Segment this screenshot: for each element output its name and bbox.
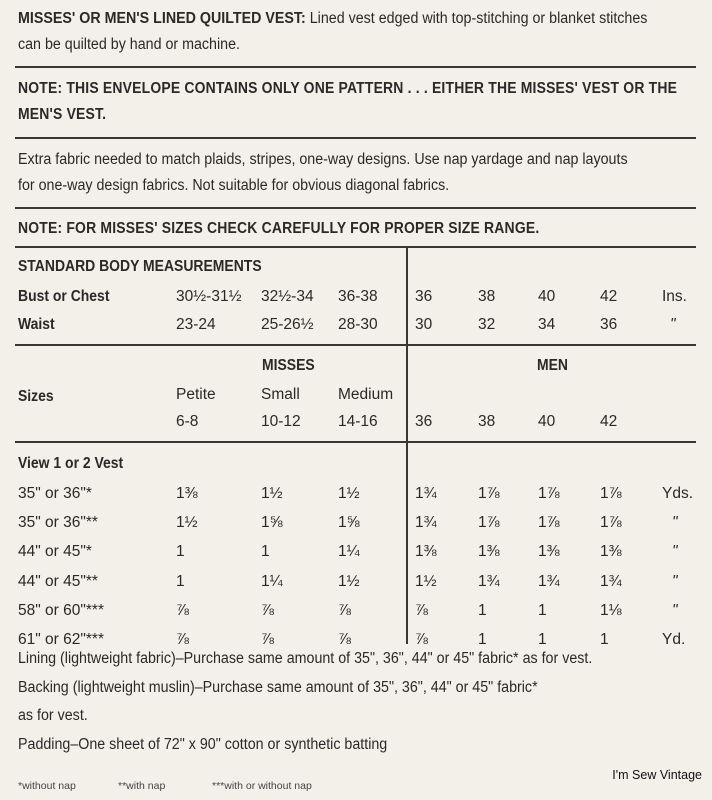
backing-note-line2: as for vest. (18, 707, 88, 724)
backing-note-line1: Backing (lightweight muslin)–Purchase same amount of 35", 36", 44" or 45" fabric* (18, 679, 538, 696)
misses-heading: MISSES (262, 357, 315, 374)
men-size: 36 (415, 413, 433, 430)
note2: NOTE: FOR MISSES' SIZES CHECK CAREFULLY FOR PROPER SIZE RANGE. (18, 220, 540, 237)
waist-unit: " (670, 316, 676, 333)
yardage-row-label: 35" or 36"* (18, 485, 92, 502)
yardage-value: 1 (176, 573, 185, 590)
waist-value: 34 (538, 316, 556, 333)
yardage-value: 1½ (261, 485, 283, 502)
yardage-value: 1⅞ (600, 514, 622, 531)
misses-size-name: Small (261, 386, 300, 403)
rule-6 (15, 441, 696, 443)
yardage-value: 1¾ (415, 514, 437, 531)
yardage-unit: " (672, 514, 678, 531)
yardage-value: 1 (176, 543, 185, 560)
footnote-without-nap: *without nap (18, 780, 76, 792)
misses-size-name: Medium (338, 386, 394, 403)
fabric-line1: Extra fabric needed to match plaids, stripes, one-way designs. Use nap yardage and nap layouts (18, 151, 628, 168)
rule-1 (15, 66, 696, 68)
yardage-value: ⅞ (415, 602, 428, 619)
yardage-value: ⅞ (261, 631, 274, 648)
yardage-row-label: 35" or 36"** (18, 514, 98, 531)
bust-value: 36-38 (338, 288, 378, 305)
yardage-value: 1 (538, 602, 547, 619)
yardage-value: 1⅜ (415, 543, 437, 560)
credit-watermark: I'm Sew Vintage (612, 768, 702, 782)
misses-size-range: 10-12 (261, 413, 301, 430)
yardage-value: 1⅛ (600, 602, 622, 619)
yardage-value: 1⅞ (538, 514, 560, 531)
waist-value: 30 (415, 316, 433, 333)
title-rest: Lined vest edged with top-stitching or blanket stitches (305, 10, 648, 27)
yardage-value: 1½ (338, 485, 360, 502)
yardage-value: 1¼ (261, 573, 283, 590)
misses-size-name: Petite (176, 386, 216, 403)
bust-value: 30½-31½ (176, 288, 242, 305)
bust-value: 32½-34 (261, 288, 314, 305)
yardage-value: 1½ (338, 573, 360, 590)
yardage-heading: View 1 or 2 Vest (18, 455, 124, 472)
yardage-value: 1¾ (415, 485, 437, 502)
yardage-value: 1⅞ (538, 485, 560, 502)
title-block (18, 6, 694, 58)
men-size: 42 (600, 413, 618, 430)
bust-value: 40 (538, 288, 556, 305)
waist-value: 32 (478, 316, 496, 333)
yardage-row-label: 58" or 60"*** (18, 602, 104, 619)
yardage-unit: " (672, 543, 678, 560)
yardage-value: 1¼ (338, 543, 360, 560)
waist-label: Waist (18, 316, 55, 333)
yardage-value: 1⅞ (600, 485, 622, 502)
men-size: 38 (478, 413, 496, 430)
measurements-heading: STANDARD BODY MEASUREMENTS (18, 258, 262, 275)
yardage-value: ⅞ (176, 602, 189, 619)
column-divider (406, 247, 408, 644)
misses-size-range: 14-16 (338, 413, 378, 430)
yardage-value: 1¾ (538, 573, 560, 590)
waist-value: 23-24 (176, 316, 216, 333)
yardage-value: 1 (478, 602, 487, 619)
yardage-value: ⅞ (415, 631, 428, 648)
yardage-unit: Yd. (662, 631, 686, 648)
note2-block (18, 216, 694, 242)
yardage-value: ⅞ (261, 602, 274, 619)
yardage-value: 1½ (176, 514, 198, 531)
sizes-label: Sizes (18, 388, 54, 405)
bust-value: 38 (478, 288, 496, 305)
yardage-unit: " (672, 573, 678, 590)
bust-value: 42 (600, 288, 618, 305)
rule-3 (15, 207, 696, 209)
waist-value: 28-30 (338, 316, 378, 333)
yardage-value: 1 (261, 543, 270, 560)
padding-note: Padding–One sheet of 72" x 90" cotton or synthetic batting (18, 736, 388, 753)
yardage-value: ⅞ (176, 631, 189, 648)
yardage-value: 1½ (415, 573, 437, 590)
yardage-value: 1 (478, 631, 487, 648)
yardage-value: ⅞ (338, 602, 351, 619)
bust-value: 36 (415, 288, 433, 305)
note1-line2: MEN'S VEST. (18, 106, 107, 123)
yardage-value: 1 (600, 631, 609, 648)
fabric-note-block (18, 147, 694, 199)
yardage-value: 1¾ (600, 573, 622, 590)
yardage-value: ⅞ (338, 631, 351, 648)
footnote-with-nap: **with nap (118, 780, 166, 792)
note1-line1: NOTE: THIS ENVELOPE CONTAINS ONLY ONE PATTERN . . . EITHER THE MISSES' VEST OR THE (18, 80, 678, 97)
yardage-unit: " (672, 602, 678, 619)
rule-5 (15, 344, 696, 346)
title-line2: can be quilted by hand or machine. (18, 36, 240, 53)
yardage-value: 1⅝ (338, 514, 360, 531)
footnote-with-or-without-nap: ***with or without nap (212, 780, 312, 792)
yardage-value: 1⅞ (478, 485, 500, 502)
yardage-row-label: 44" or 45"** (18, 573, 98, 590)
yardage-value: 1⅞ (478, 514, 500, 531)
yardage-value: 1⅜ (538, 543, 560, 560)
bust-label: Bust or Chest (18, 288, 110, 305)
yardage-value: 1⅝ (261, 514, 283, 531)
waist-value: 25-26½ (261, 316, 314, 333)
misses-size-range: 6-8 (176, 413, 199, 430)
yardage-value: 1⅜ (600, 543, 622, 560)
yardage-value: 1⅜ (478, 543, 500, 560)
rule-4 (15, 246, 696, 248)
bust-unit: Ins. (662, 288, 687, 305)
yardage-value: 1¾ (478, 573, 500, 590)
lining-note: Lining (lightweight fabric)–Purchase same amount of 35", 36", 44" or 45" fabric* as for vest. (18, 650, 593, 667)
rule-2 (15, 137, 696, 139)
yardage-row-label: 44" or 45"* (18, 543, 92, 560)
yardage-row-label: 61" or 62"*** (18, 631, 104, 648)
men-heading: MEN (537, 357, 569, 374)
title-bold: MISSES' OR MEN'S LINED QUILTED VEST: (18, 10, 306, 27)
waist-value: 36 (600, 316, 618, 333)
yardage-unit: Yds. (662, 485, 694, 502)
men-size: 40 (538, 413, 556, 430)
yardage-value: 1 (538, 631, 547, 648)
note1-block (18, 76, 694, 128)
fabric-line2: for one-way design fabrics. Not suitable for obvious diagonal fabrics. (18, 177, 450, 194)
yardage-value: 1⅜ (176, 485, 198, 502)
